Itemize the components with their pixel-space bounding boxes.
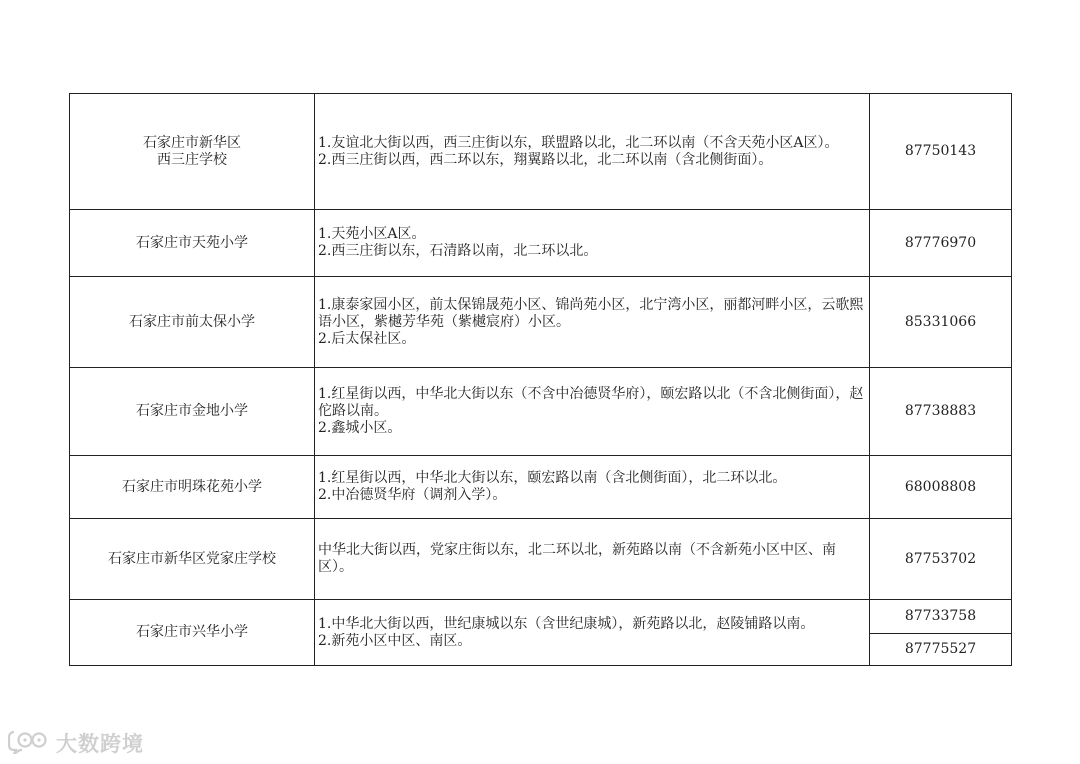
phone-cell: 87733758: [870, 600, 1012, 634]
table-row: [70, 210, 1012, 277]
table-row: [70, 456, 1012, 519]
school-name-cell: [70, 600, 315, 666]
table-row: [70, 277, 1012, 368]
school-name-cell: [70, 277, 315, 368]
phone-cell: 87775527: [870, 634, 1012, 666]
phone-cell: 87738883: [870, 368, 1012, 456]
table-row: [70, 94, 1012, 210]
school-name-line: 石家庄市兴华小学: [136, 624, 248, 640]
enrollment-area-cell: [315, 456, 870, 519]
area-line: 2.鑫城小区。: [318, 420, 402, 436]
school-name-line: 石家庄市新华区: [143, 134, 241, 151]
phone-cell: 87753702: [870, 519, 1012, 600]
school-name-line: 石家庄市明珠花苑小学: [122, 478, 262, 495]
school-name-line: 石家庄市金地小学: [136, 403, 248, 419]
phone-cell: 85331066: [870, 277, 1012, 368]
area-line: 1.天苑小区A区。: [318, 226, 426, 242]
school-name-line: 石家庄市新华区党家庄学校: [108, 550, 276, 567]
watermark: [8, 725, 144, 761]
table-row: [70, 519, 1012, 600]
area-line: 2.西三庄街以西，西二环以东，翔翼路以北，北二环以南（含北侧街面）。: [318, 151, 773, 168]
area-line: 1.中华北大街以西，世纪康城以东（含世纪康城），新苑路以北，赵陵铺路以南。: [318, 615, 815, 632]
table-row: [70, 600, 1012, 634]
school-name-cell: [70, 210, 315, 277]
enrollment-area-cell: [315, 600, 870, 666]
area-line: 2.中冶德贤华府（调剂入学）。: [318, 487, 507, 503]
school-name-cell: [70, 456, 315, 519]
area-line: 2.后太保社区。: [318, 330, 416, 347]
phone-cell: 68008808: [870, 456, 1012, 519]
chat-bubble-logo-icon: [8, 728, 50, 758]
table-row: [70, 368, 1012, 456]
area-line: 2.西三庄街以东，石清路以南，北二环以北。: [318, 243, 598, 259]
area-line: 1.红星街以西，中华北大街以东（不含中冶德贤华府），颐宏路以北（不含北侧街面），赵佗路以南。: [318, 386, 864, 419]
watermark-text: 大数跨境: [56, 732, 144, 756]
enrollment-area-cell: [315, 210, 870, 277]
area-line: 2.新苑小区中区、南区。: [318, 632, 472, 649]
area-line: 1.康泰家园小区，前太保锦晟苑小区、锦尚苑小区，北宁湾小区，丽都河畔小区，云歌熙语小区，紫樾芳华苑（紫樾宸府）小区。: [318, 296, 864, 330]
enrollment-area-cell: [315, 277, 870, 368]
school-name-cell: [70, 368, 315, 456]
school-name-cell: [70, 94, 315, 210]
enrollment-area-cell: [315, 94, 870, 210]
school-name-line: 西三庄学校: [157, 151, 227, 168]
school-name-cell: [70, 519, 315, 600]
school-district-table: [69, 93, 1012, 666]
area-line: 中华北大街以西，党家庄街以东，北二环以北，新苑路以南（不含新苑小区中区、南区）。: [318, 542, 836, 575]
school-name-line: 石家庄市天苑小学: [136, 234, 248, 251]
phone-cell: 87776970: [870, 210, 1012, 277]
phone-cell: 87750143: [870, 94, 1012, 210]
area-line: 1.红星街以西，中华北大街以东，颐宏路以南（含北侧街面），北二环以北。: [318, 470, 787, 486]
area-line: 1.友谊北大街以西，西三庄街以东，联盟路以北，北二环以南（不含天苑小区A区）。: [318, 134, 839, 151]
enrollment-area-cell: [315, 368, 870, 456]
school-name-line: 石家庄市前太保小学: [129, 313, 255, 330]
enrollment-area-cell: [315, 519, 870, 600]
